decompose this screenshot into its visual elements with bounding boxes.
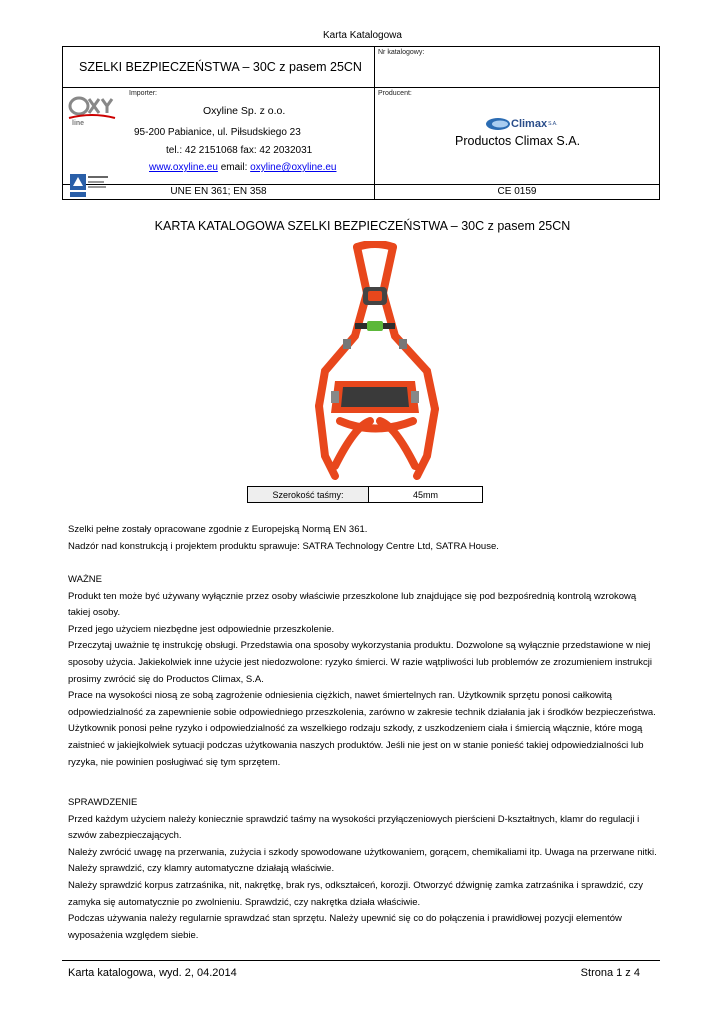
check-line: Należy sprawdzić, czy klamry automatyczne działają właściwie. (68, 863, 335, 875)
importer-name: Oxyline Sp. z o.o. (203, 105, 286, 117)
important-line: Przeczytaj uważnie tę instrukcję obsługi. Przedstawia ona sposoby wykorzystania produktu. Dozwolone są wyłącznie przedstawione w niej (68, 640, 651, 652)
important-line: odpowiedzialność za zapewnienie sobie odpowiedniego przeszkolenia, zarówno w zakresie technik działania jak i środków bezpieczeństwa. (68, 706, 656, 718)
importer-www-link[interactable]: www.oxyline.eu (149, 162, 218, 173)
climax-logo-text: Climax (511, 117, 548, 130)
important-line: Użytkownik ponosi pełne ryzyko i odpowiedzialność za wszelkiego rodzaju szkody, z uszkodzeniem ciała i śmiercią włącznie, które mogą (68, 723, 643, 735)
check-section (68, 795, 668, 944)
page-header-title: Karta Katalogowa (323, 30, 402, 41)
importer-contacts (149, 162, 336, 173)
check-line: wyposażenia względem siebie. (68, 929, 199, 941)
main-title: KARTA KATALOGOWA SZELKI BEZPIECZEŃSTWA – 30C z pasem 25CN (154, 219, 571, 233)
importer-email-link[interactable]: oxyline@oxyline.eu (250, 162, 337, 173)
importer-phone: tel.: 42 2151068 fax: 42 2032031 (166, 145, 313, 156)
important-heading: WAŻNE (68, 574, 102, 585)
intro-line: Szelki pełne zostały opracowane zgodnie z Europejską Normą EN 361. (68, 524, 368, 535)
strap-width-label: Szerokość taśmy: (248, 487, 369, 503)
climax-logo (485, 115, 558, 131)
catalog-label: Nr katalogowy: (378, 49, 425, 56)
intro-section (68, 522, 668, 555)
important-line: prosimy zwrócić się do Productos Climax, S.A. (68, 673, 264, 685)
product-name-cell (63, 47, 375, 88)
strap-width-value: 45mm (369, 487, 483, 503)
important-line: sposoby użycia. Jakiekolwiek inne użycie jest niedozwolone: ryzyko śmierci. W razie wątpliwości lub problemów ze zrozumieniem instrukcji (68, 656, 652, 668)
ce-mark: CE 0159 (497, 186, 537, 197)
product-name: SZELKI BEZPIECZEŃSTWA – 30C z pasem 25CN (79, 60, 362, 74)
important-line: Prace na wysokości niosą ze sobą zagrożenie odniesienia ciężkich, nawet śmiertelnych ran. Użytkownik sprzętu ponosi całkowitą (68, 690, 612, 702)
check-line: Przed każdym użyciem należy koniecznie sprawdzić taśmy na wysokości przyłączeniowych pierścieni D-kształtnych, klamr do regulacji i (68, 813, 640, 825)
important-line: takiej osoby. (68, 607, 121, 619)
standards-cell (63, 185, 375, 200)
catalog-cell (375, 47, 660, 88)
svg-text:line: line (72, 120, 85, 126)
oxyline-logo (67, 94, 117, 126)
producer-name: Productos Climax S.A. (455, 134, 581, 148)
climax-swoosh-icon (485, 117, 511, 131)
check-line: zamyka się automatycznie po zwolnieniu. Sprawdzić, czy nakrętka działa właściwie. (68, 896, 421, 908)
standards: UNE EN 361; EN 358 (170, 186, 267, 197)
intro-line: Nadzór nad konstrukcją i projektem produktu sprawuje: SATRA Technology Centre Ltd, SATRA House. (68, 540, 499, 552)
check-line: Należy zwrócić uwagę na przerwania, zużycia i szkody spowodowane użytkowaniem, gorącem, chemikaliami itp. Uwaga na przerwane nitki. (68, 846, 657, 858)
check-line: szwów zabezpieczających. (68, 830, 182, 842)
check-line: Należy sprawdzić korpus zatrzaśnika, nit, nakrętkę, brak rys, odkształceń, korozji. Otworzyć dźwignię zamka zatrzaśnika i sprawdzić, czy (68, 879, 643, 891)
harness-image (295, 241, 455, 484)
producer-cell (375, 88, 660, 185)
important-line: ryzyka, nie powinien posługiwać się tym sprzętem. (68, 756, 281, 768)
important-line: zaistnieć w jakiejkolwiek sytuacji podczas użytkowania naszych produktów. Jeśli nie jest on w stanie ponieść takiej odpowiedzialności lub (68, 739, 644, 751)
importer-label: Importer: (129, 90, 158, 97)
important-section (68, 572, 668, 771)
climax-logo-suffix: S.A. (548, 120, 558, 127)
importer-address: 95-200 Pabianice, ul. Piłsudskiego 23 (134, 127, 301, 138)
info-table (62, 46, 660, 200)
check-heading: SPRAWDZENIE (68, 797, 138, 808)
check-line: Podczas używania należy regularnie sprawdzać stan sprzętu. Należy upewnić się co do połączenia i prawidłowej pozycji elementów (68, 913, 622, 925)
ce-cell (375, 185, 660, 200)
footer-divider (62, 960, 660, 961)
important-line: Przed jego użyciem niezbędne jest odpowiednie przeszkolenie. (68, 623, 335, 635)
important-line: Produkt ten może być używany wyłącznie przez osoby właściwie przeszkolone lub znajdujące się pod bezpośrednią kontrolą wzrokową (68, 590, 637, 602)
importer-cell (63, 88, 375, 185)
email-label: email: (220, 162, 248, 173)
footer-page-number: Strona 1 z 4 (580, 967, 640, 979)
producer-label: Producent: (378, 90, 412, 97)
footer-edition: Karta katalogowa, wyd. 2, 04.2014 (68, 967, 237, 979)
strap-width-table (247, 486, 483, 503)
